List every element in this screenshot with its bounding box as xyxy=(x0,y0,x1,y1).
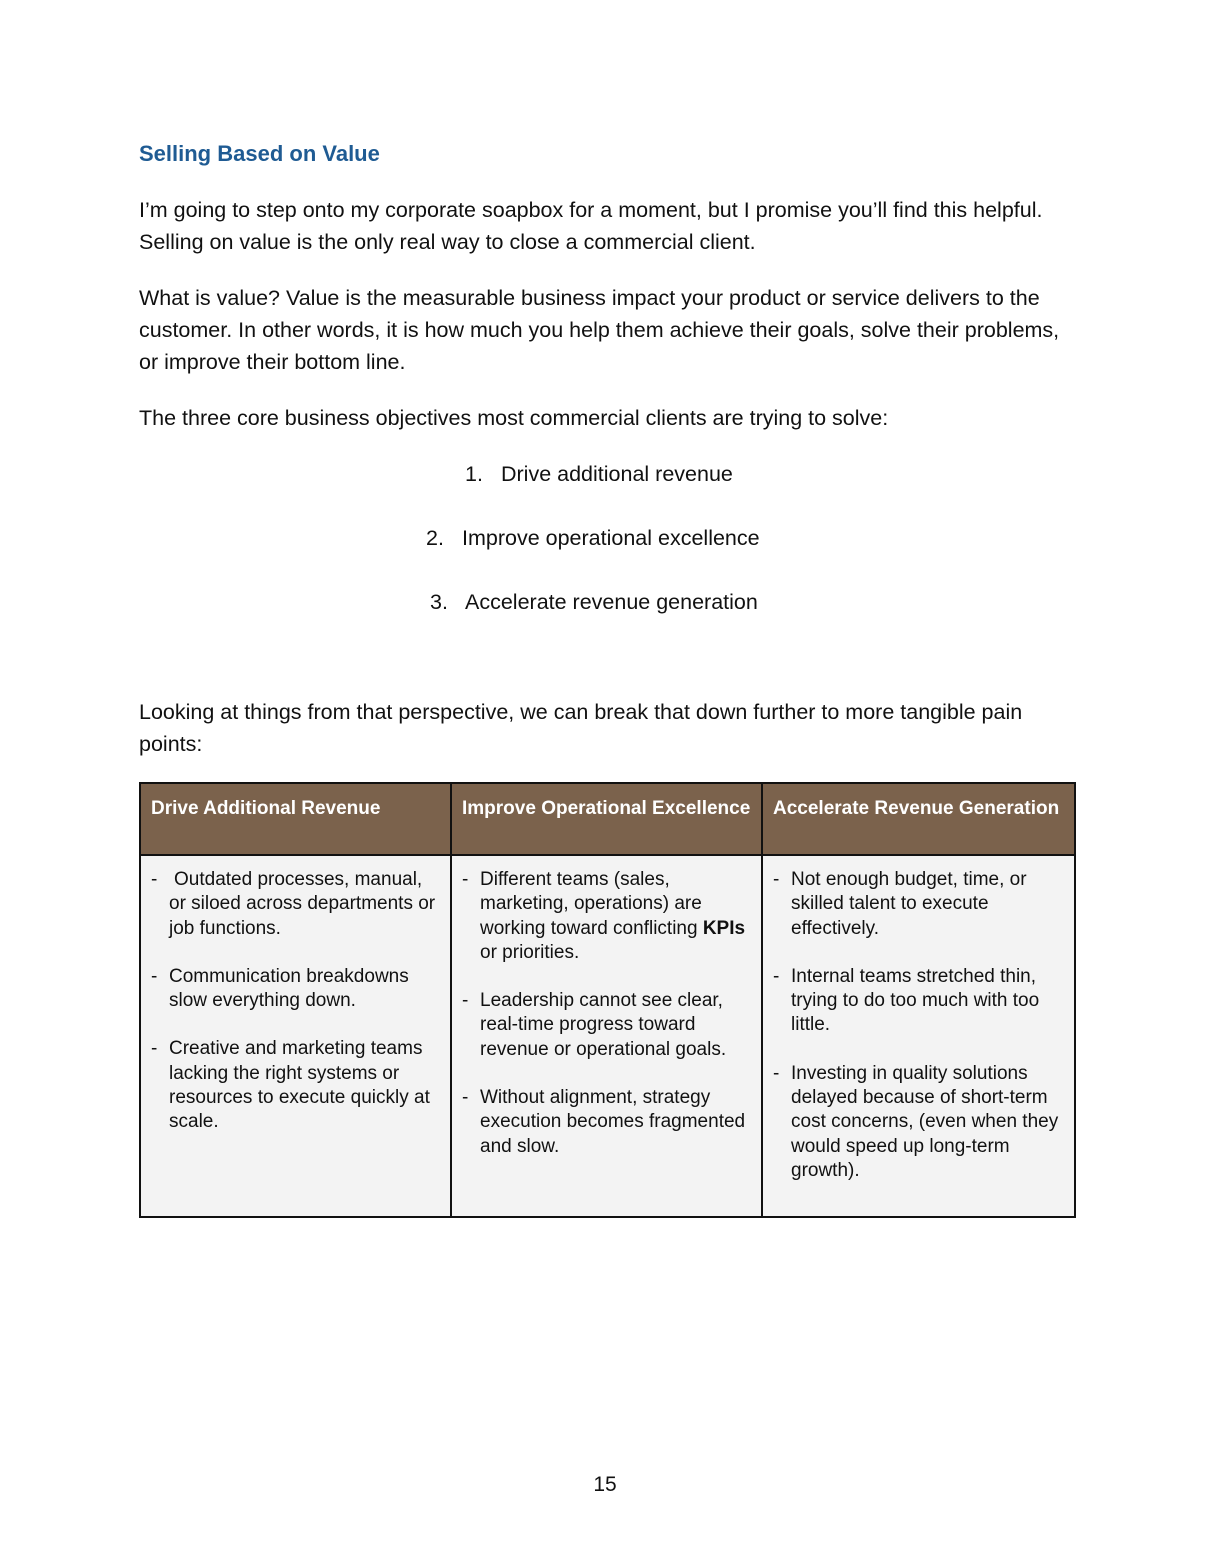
pain-point-text: Creative and marketing teams lacking the right systems or resources to execute quickly at scale. xyxy=(169,1038,430,1133)
bullet-dash: - xyxy=(773,965,780,987)
kpis-bold-text: KPIs xyxy=(702,917,746,939)
list-item xyxy=(151,965,442,1014)
bullet-dash: - xyxy=(462,1087,469,1109)
list-item xyxy=(462,868,753,965)
bullet-dash: - xyxy=(773,1062,780,1084)
objective-text: Improve operational excellence xyxy=(462,526,760,550)
pain-point-text: Communication breakdowns slow everything down. xyxy=(169,965,409,1012)
objective-item xyxy=(430,587,758,617)
pain-point-text: Different teams (sales, marketing, operations) are working toward conflicting xyxy=(480,869,703,939)
pain-point-text: Outdated processes, manual, or siloed across departments or job functions. xyxy=(169,869,436,939)
bullet-dash: - xyxy=(462,869,469,890)
pain-points-accelerate-cell xyxy=(762,855,1075,1217)
pain-point-text: Without alignment, strategy execution becomes fragmented and slow. xyxy=(480,1087,746,1157)
pain-point-text: Not enough budget, time, or skilled talent to execute effectively. xyxy=(791,869,1027,939)
value-definition-paragraph: What is value? Value is the measurable business impact your product or service delivers to the customer. In other words, it is how much you help them achieve their goals, solve their problems, or improve their bottom line. xyxy=(139,286,1060,374)
header-accelerate-revenue-generation: Accelerate Revenue Generation xyxy=(762,783,1075,855)
breakdown-lead-paragraph: Looking at things from that perspective, we can break that down further to more tangible pain points: xyxy=(139,700,1023,756)
bullet-dash: - xyxy=(151,869,158,890)
list-number: 3. xyxy=(430,590,448,614)
list-item xyxy=(773,1062,1066,1183)
table-row xyxy=(140,855,1075,1217)
intro-paragraph: I’m going to step onto my corporate soapbox for a moment, but I promise you’ll find this helpful. Selling on value is the only real way to close a commercial client. xyxy=(139,198,1043,254)
objective-item xyxy=(426,523,760,553)
section-heading: Selling Based on Value xyxy=(139,141,380,166)
pain-points-drive-revenue-cell xyxy=(140,855,451,1217)
objective-text: Drive additional revenue xyxy=(501,462,733,486)
list-item xyxy=(773,868,1066,941)
pain-point-list xyxy=(462,868,753,1159)
header-improve-operational-excellence: Improve Operational Excellence xyxy=(451,783,762,855)
pain-point-text: Investing in quality solutions delayed because of short-term cost concerns, (even when they would speed up long-term growth). xyxy=(791,1062,1059,1181)
list-item xyxy=(773,965,1066,1038)
list-item xyxy=(151,868,442,941)
objectives-lead-paragraph: The three core business objectives most commercial clients are trying to solve: xyxy=(139,406,889,430)
list-number: 2. xyxy=(426,526,444,550)
bullet-dash: - xyxy=(773,869,780,890)
pain-point-text: Internal teams stretched thin, trying to do too much with too little. xyxy=(791,965,1040,1036)
pain-point-list xyxy=(773,868,1066,1183)
page-number: 15 xyxy=(593,1473,617,1496)
list-item xyxy=(151,1037,442,1134)
bullet-dash: - xyxy=(151,1038,158,1060)
list-number: 1. xyxy=(465,462,483,486)
list-item xyxy=(462,989,753,1062)
objective-text: Accelerate revenue generation xyxy=(465,590,758,614)
table-header-row xyxy=(140,783,1075,855)
bullet-dash: - xyxy=(462,990,469,1012)
pain-point-text: Leadership cannot see clear, real-time progress toward revenue or operational goals. xyxy=(480,990,727,1060)
pain-points-table xyxy=(139,782,1076,1218)
list-item xyxy=(462,1086,753,1159)
pain-point-text: or priorities. xyxy=(480,941,580,963)
pain-points-operational-cell xyxy=(451,855,762,1217)
pain-point-list xyxy=(151,868,442,1135)
bullet-dash: - xyxy=(151,965,158,987)
objective-item xyxy=(465,459,733,489)
header-drive-additional-revenue: Drive Additional Revenue xyxy=(140,783,451,855)
